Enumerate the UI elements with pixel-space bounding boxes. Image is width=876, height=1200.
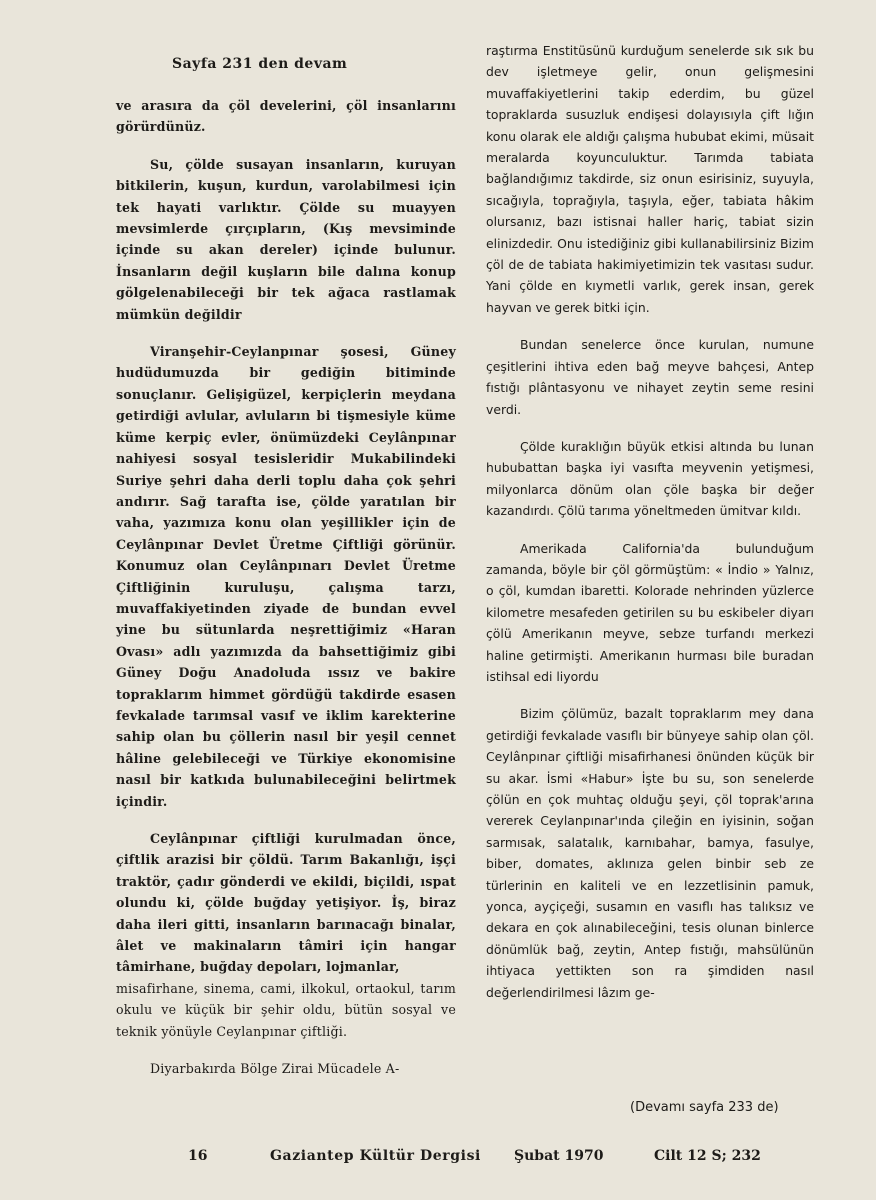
left-column bbox=[116, 95, 456, 1095]
paragraph: ve arasıra da çöl develerini, çöl insanlarını görürdünüz. bbox=[116, 98, 456, 135]
right-column bbox=[486, 40, 814, 1019]
paragraph: Bundan senelerce önce kurulan, numune çeşitlerini ihtiva eden bağ meyve bahçesi, Antep fıstığı plântasyonu ve nihayet zeytin seme resini verdi. bbox=[486, 337, 814, 417]
issue-date: Şubat 1970 bbox=[514, 1148, 604, 1164]
page-number: 16 bbox=[188, 1148, 208, 1164]
magazine-name: Gaziantep Kültür Dergisi bbox=[270, 1148, 481, 1164]
paragraph: Bizim çölümüz, bazalt topraklarım mey dana getirdiği fevkalade vasıflı bir bünyeye sahip olan çöl. Ceylânpınar çiftliği misafirhanesi önünden küçük bir su akar. İsmi «Habur» İşte bu su, son senelerde çölün en çok muhtaç olduğu şeyi, çöl toprak'arına vererek Ceylanpınar'ında çileğin en iyisinin, soğan sarmısak, salatalık, karnıbahar, bamya, fasulye, biber, domates, aklınıza gelen binbir seb ze türlerinin en kaliteli ve en lezzetlisinin pamuk, yonca, ayçiçeği, susamın en vasıflı has talıksız ve dekara en çok alınabileceğini, tesis olunan binlerce dönümlük bağ, zeytin, Antep fıstığı, mahsülünün ihtiyaca yettikten son ra şimdiden nasıl değerlendirilmesi lâzım ge- bbox=[486, 706, 814, 1000]
paragraph: Çölde kuraklığın büyük etkisi altında bu lunan hububattan başka iyi vasıfta meyvenin yetişmesi, milyonlarca dönüm olan çöle başka bir değer kazandırdı. Çölü tarıma yöneltmeden ümitvar kıldı. bbox=[486, 438, 814, 519]
paragraph: Viranşehir-Ceylanpınar şosesi, Güney hudüdumuzda bir gediğin bitiminde sonuçlanır. Gelişigüzel, kerpiçlerin meydana getirdiği avlular, avluların bi tişmesiyle küme küme kerpiç evler, önümüzdeki Ceylânpınar nahiyesi sosyal tesisleridir Mukabilindeki Suriye şehri daha derli toplu daha çok şehri andırır. Sağ tarafta ise, çölde yaratılan bir vaha, yazımıza konu olan yeşillikler için de Ceylânpınar Devlet Üretme Çiftliği görünür. Konumuz olan Ceylânpınarı Devlet Üretme Çiftliğinin kuruluşu, çalışma tarzı, muvaffakiyetinden ziyade de bundan evvel yine bu sütunlarda neşrettiğimiz «Haran Ovası» adlı yazımızda da bahsettiğimiz gibi Güney Doğu Anadoluda ıssız ve bakire topraklarım himmet gördüğü takdirde esasen fevkalade tarımsal vasıf ve iklim karekterine sahip olan bu çöllerin nasıl bir yeşil cennet hâline gelebileceği ve Türkiye ekonomisine nasıl bir katkıda bulunabileceğini belirtmek içindir. bbox=[116, 344, 456, 809]
paragraph: raştırma Enstitüsünü kurduğum senelerde sık sık bu dev işletmeye gelir, onun gelişmesini muvaffakiyetlerini takip ederdim, bu güzel topraklarda susuzluk endişesi dolayısıyla çift lığın konu olarak ele aldığı çalışma hububat ekimi, müsait meralarda koyunculuktur. Tarımda tabiata bağlandığımız takdirde, siz onun esirisiniz, suyuyla, sıcağıyla, toprağıyla, taşıyla, eğer, tabiata hâkim olursanız, bazı istisnai haller hariç, tabiat sizin elinizdedir. Onu istediğiniz gibi kullanabilirsiniz Bizim çöl de de tabiata hakimiyetimizin tek vasıtası sudur. Yani çölde en kıymetli varlık, gerek insan, gerek hayvan ve gerek bitki için. bbox=[486, 43, 814, 315]
paragraph: Amerikada California'da bulunduğum zamanda, böyle bir çöl görmüştüm: « İndio » Yalnız, o çöl, kumdan ibaretti. Kolorade nehrinden yüzlerce kilometre mesafeden getirilen su bu eskibeler diyarı çölü Amerikanın meyve, sebze turfandı merkezi haline getirmişti. Amerikanın hurması bile buradan istihsal edi liyordu bbox=[486, 540, 814, 684]
paragraph: Su, çölde susayan insanların, kuruyan bitkilerin, kuşun, kurdun, varolabilmesi için tek hayati varlıktır. Çölde su muayyen mevsimlerde çırçıpların, (Kış mevsiminde içinde su akan dereler) içinde bulunur. İnsanların değil kuşların bile dalına konup gölgelenabileceği bir tek ağaca rastlamak mümkün değildir bbox=[116, 156, 456, 322]
continued-note: (Devamı sayfa 233 de) bbox=[630, 1100, 779, 1115]
volume-number: Cilt 12 S; 232 bbox=[654, 1148, 761, 1164]
continuation-header: Sayfa 231 den devam bbox=[172, 56, 348, 72]
paragraph: Ceylânpınar çiftliği kurulmadan önce, çiftlik arazisi bir çöldü. Tarım Bakanlığı, işçi traktör, çadır gönderdi ve ekildi, biçildi, ıspat olundu ki, çölde buğday yetişiyor. İş, biraz daha ileri gitti, insanların barınacağı binalar, âlet ve makinaların tâmiri için hangar tâmirhane, buğday depoları, lojmanlar, bbox=[116, 831, 456, 975]
paragraph: Diyarbakırda Bölge Zirai Mücadele A- bbox=[150, 1061, 400, 1077]
paragraph: misafirhane, sinema, cami, ilkokul, ortaokul, tarım okulu ve küçük bir şehir oldu, bütün sosyal ve teknik yönüyle Ceylanpınar çiftliği. bbox=[116, 980, 456, 1039]
